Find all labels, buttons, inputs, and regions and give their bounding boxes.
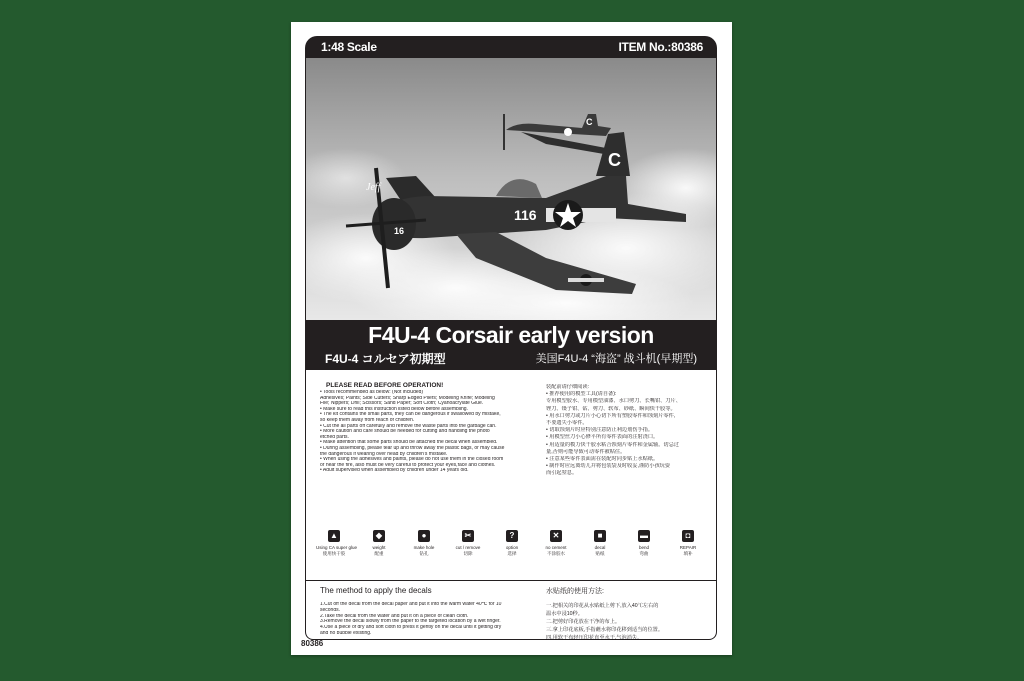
top-banner (305, 36, 717, 58)
legend-item (361, 530, 397, 557)
legend-label-en: option (505, 545, 519, 550)
legend-item (626, 530, 662, 557)
legend-item (538, 530, 574, 557)
decal-steps-english (320, 602, 540, 637)
notes-cn-line: • 用水口剪刀或刀片小心切下所有塑胶零件和蚀刻片零件, (546, 412, 676, 419)
weight-icon: ◆ (373, 530, 385, 542)
notes-line: • When using the adhesives and paints, please do not use them in the closed room (320, 457, 504, 463)
legend-label-en: weight (372, 545, 386, 550)
bend-icon: ▬ (640, 531, 648, 540)
notes-line: • The kit contains the small parts, they can be dangerous if swallowed by mistake, (320, 412, 501, 418)
notes-cn-line: 锉刀、镊子钳、钻、剪刀、软布、砂纸、瞬间快干胶等。 (546, 405, 676, 412)
decal-step-cn: 三.拿上印花底板,手指蘸水将印花移到适当的位置。 (546, 627, 664, 633)
decal-step-cn: 二.把剪好印花放在干净的布上。 (546, 619, 621, 625)
legend-item (406, 530, 442, 557)
box-artwork (305, 58, 717, 320)
notes-line: File; Nippers; Drill; Scissors; Sand Paper; Soft Cloth; Cyanoacrylate Glue. (320, 401, 484, 407)
sheet-frame (305, 36, 717, 639)
title-japanese: F4U-4 コルセア初期型 (325, 352, 446, 366)
notes-heading: PLEASE READ BEFORE OPERATION! (326, 382, 444, 389)
notes-line: etched parts. (320, 434, 349, 440)
notes-line: • Cut the all parts off carefully and remove the waste parts into the garbage can. (320, 423, 497, 429)
instructions-panel (305, 370, 717, 640)
decal-heading-chinese: 水贴纸的使用方法: (546, 588, 604, 595)
notes-cn-line: • 用适量的模力快干胶水粘合蚀刻片零件和金属轴。切忌过 (546, 441, 679, 448)
title-band (305, 320, 717, 370)
legend-label-cn: 切除 (463, 551, 473, 556)
decal-steps-chinese (546, 602, 706, 642)
legend-label-en: cut / remove (455, 545, 481, 550)
ca-glue-icon: ▲ (328, 530, 340, 542)
legend-label-en: bend (638, 545, 649, 550)
title-english: F4U-4 Corsair early version (368, 322, 654, 348)
item-number: ITEM No.:80386 (618, 40, 703, 54)
symbol-legend (316, 530, 708, 570)
notes-line: Adhesives; Paints; Side Cutters; Sharp Edged Pliers; Modeling Knife; Modeling (320, 395, 495, 401)
notes-line: • During assembling, please tear up and throw away the plastic bags, or may cause (320, 445, 505, 451)
legend-item (316, 530, 358, 557)
legend-item (582, 530, 618, 557)
notes-english (320, 382, 516, 474)
scale-label: 1:48 Scale (321, 40, 377, 54)
legend-item (494, 530, 530, 557)
repair-icon: ◘ (682, 530, 694, 542)
legend-item (670, 530, 706, 557)
no-cement-icon: ✕ (550, 530, 562, 542)
notes-cn-line: 不要遗失小零件。 (546, 420, 588, 427)
notes-line: • Make attention that some parts should be attached the decal when assembled. (320, 440, 498, 446)
notes-cn-line: 而引起窒息。 (546, 470, 578, 477)
option-icon: ? (506, 530, 518, 542)
title-chinese: 美国F4U-4 “海盗” 战斗机(早期型) (535, 353, 697, 365)
page-code: 80386 (301, 639, 324, 648)
decal-step: and no bubble existing. (320, 630, 372, 636)
rear-tail-letter: C (586, 117, 593, 127)
legend-label-cn: 贴纸 (595, 551, 605, 556)
notes-line: • More caution and care should be needed for cutting and handling the photo (320, 429, 490, 435)
legend-label-en: make hole (413, 545, 435, 550)
artwork-illustration (306, 58, 716, 320)
main-tail-letter: C (608, 150, 621, 170)
notes-cn-line: 量,否则可能导致可动零件被粘住。 (546, 448, 626, 455)
notes-line: or near the fire, also must be very careful to protect your eyes,face and clothes. (320, 462, 496, 468)
legend-label-cn: 填补 (683, 551, 693, 556)
notes-cn-heading: 装配前请仔细阅读: (546, 384, 589, 390)
legend-label-en: Using CA super glue (316, 545, 358, 550)
decal-step: 2.Take the decal from the water and put it on a piece of clean cloth. (320, 613, 469, 619)
legend-label-en: no cement (545, 545, 567, 550)
legend-label-cn: 配重 (374, 551, 384, 556)
notes-cn-line: • 用模型丝刀小心修平所有零件表面的注射浇口。 (546, 434, 659, 441)
notes-line: • Make sure to read this instruction listed below before assembling. (320, 406, 468, 412)
decal-step: 1.Cut off the decal from the decal paper and put it into the warm water 40℃ for 10 (320, 602, 502, 607)
legend-label-en: REPAIR (679, 545, 697, 550)
notes-line: • Tools recommended as below: (Not included) (320, 390, 424, 395)
legend-label-cn: 钻孔 (419, 551, 429, 556)
notes-chinese (546, 384, 706, 478)
decal-step: seconds. (320, 607, 341, 613)
decal-step-cn: 四.用软干布轻压印花直至水干,气泡消失。 (546, 635, 643, 641)
legend-label-en: decal (594, 545, 606, 550)
decal-step-cn: 一.把相关的印花从水贴纸上剪下,放入40℃左右的 (546, 603, 659, 609)
instruction-sheet (291, 22, 732, 655)
make-hole-icon: ● (418, 530, 430, 542)
nose-art-name: Jeff (366, 182, 381, 193)
notes-cn-line: • 注意某些零件表面需在装配时同步贴上水贴纸。 (546, 456, 659, 463)
section-divider (306, 580, 716, 581)
notes-cn-line: • 制作时应远离幼儿并将包装袋及时收妥,谨防小孩玩耍 (546, 463, 671, 470)
notes-cn-line: • 推荐使用的模型工具(请自备): (546, 391, 617, 398)
legend-item (450, 530, 486, 557)
decal-step: 3.Remove the decal slowly from the paper to the targeted location by a wet finger. (320, 619, 501, 625)
decal-icon: ■ (594, 530, 606, 542)
cut-remove-icon: ✂ (462, 530, 474, 542)
notes-line: so keep them away from reach of children. (320, 417, 415, 423)
notes-line: the dangerous if wearing over head by children's mistake. (320, 451, 448, 457)
notes-cn-line: • 切取蚀刻片时应特别注意防止利边划伤手指。 (546, 427, 654, 434)
legend-label-cn: 不涂胶水 (547, 551, 565, 556)
decal-step-cn: 温水中浸10秒。 (546, 611, 583, 617)
decal-step: 4.Use a piece of dry and soft cloth to press it gently on the decal until it getting dry (320, 625, 502, 631)
fuselage-number: 116 (514, 207, 537, 223)
cowl-number: 16 (394, 226, 405, 236)
notes-cn-line: 专用模型胶水、专用模型油漆、水口剪刀、长嘴钳、刀片、 (546, 398, 681, 405)
legend-label-cn: 弯曲 (639, 551, 649, 556)
legend-label-cn: 使用快干胶 (322, 551, 346, 556)
decal-heading-english: The method to apply the decals (320, 586, 432, 595)
legend-label-cn: 选择 (507, 551, 517, 556)
notes-line: • Adult supervised when assembled by children under 14 years old. (320, 468, 469, 474)
